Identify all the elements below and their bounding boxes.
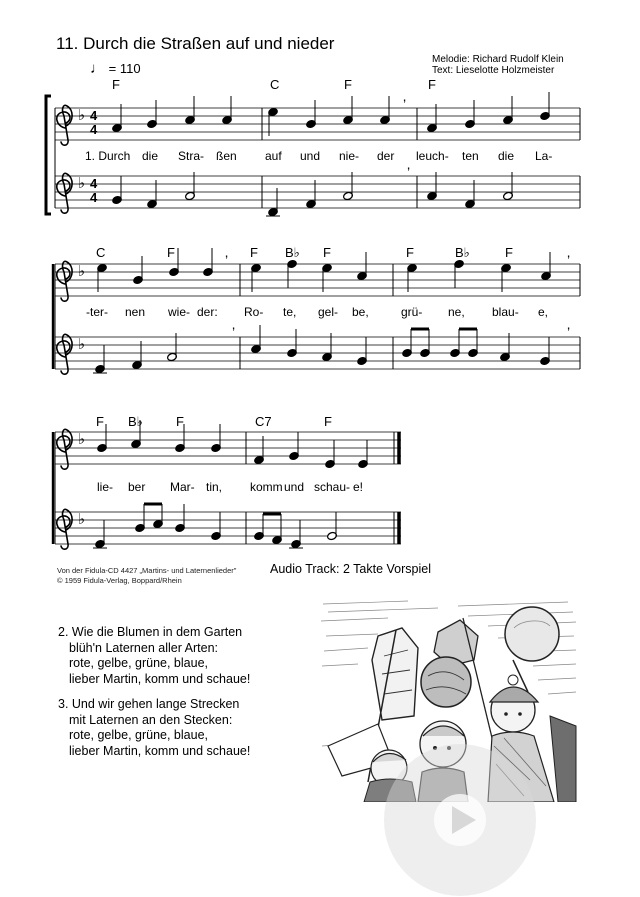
verse-3: [58, 697, 250, 759]
flat-key-icon: ♭: [78, 175, 86, 192]
lyric-syllable: blau-: [492, 305, 519, 319]
quarter-note-icon: ♩: [90, 60, 105, 77]
copyright-note: © 1959 Fidula-Verlag, Boppard/Rhein: [57, 576, 182, 585]
chord-symbol: F: [406, 245, 414, 260]
chord-symbols: [112, 77, 436, 92]
treble-clef-icon: [57, 429, 72, 469]
notes-voice-2: [93, 325, 550, 374]
verse-line: 3. Und wir gehen lange Strecken: [58, 697, 240, 711]
lyrics-line: [86, 305, 548, 319]
chord-symbol: C7: [255, 414, 272, 429]
chord-symbols: [96, 414, 332, 429]
music-system-3: [53, 414, 401, 549]
chord-symbol: F: [96, 414, 104, 429]
breath-mark-icon: ’: [403, 96, 407, 112]
lyric-syllable: der:: [197, 305, 218, 319]
chord-symbol: F: [344, 77, 352, 92]
verse-line: 2. Wie die Blumen in dem Garten: [58, 625, 243, 639]
lyric-syllable: La-: [535, 149, 553, 163]
lyric-syllable: ber: [128, 480, 146, 494]
verse-line: mit Laternen an den Stecken:: [69, 712, 233, 727]
chord-symbol: F: [167, 245, 175, 260]
staff-voice-2: [55, 512, 401, 544]
treble-clef-icon: [57, 261, 72, 301]
flat-key-icon: ♭: [78, 511, 86, 528]
verse-line: rote, gelbe, grüne, blaue,: [69, 728, 208, 742]
breath-mark-icon: ’: [232, 324, 236, 340]
lyric-syllable: und: [300, 149, 321, 163]
music-system-2: [53, 245, 580, 374]
chord-symbol: C: [270, 77, 280, 92]
staff-voice-1: [55, 108, 580, 140]
lyric-syllable: der: [377, 149, 395, 163]
lyrics-line: [85, 149, 552, 163]
svg-text:4: 4: [90, 176, 98, 191]
notes-voice-1: [112, 92, 551, 136]
lyric-syllable: nie-: [339, 149, 360, 163]
breath-mark-icon: ’: [407, 164, 411, 180]
verse-line: lieber Martin, komm und schaue!: [69, 671, 251, 686]
lyric-syllable: die: [498, 149, 515, 163]
lyric-syllable: lie-: [97, 480, 114, 494]
breath-mark-icon: ’: [567, 324, 571, 340]
lyric-syllable: und: [284, 480, 305, 494]
publisher-note: Von der Fidula-CD 4427 „Martins- und Laternenlieder": [57, 566, 237, 575]
flat-key-icon: ♭: [78, 107, 86, 124]
treble-clef-icon: [57, 509, 72, 549]
lyric-syllable: komm: [250, 480, 283, 494]
melody-credit: Melodie: Richard Rudolf Klein: [432, 54, 564, 65]
lyric-syllable: Ro-: [244, 305, 264, 319]
lyric-syllable: -ter-: [86, 305, 108, 319]
chord-symbol: F: [250, 245, 258, 260]
lyric-syllable: e,: [538, 305, 549, 319]
lyric-syllable: ne,: [448, 305, 465, 319]
lyric-syllable: die: [142, 149, 159, 163]
lyric-syllable: ten: [462, 149, 479, 163]
chord-symbol: F: [323, 245, 331, 260]
lyric-syllable: wie-: [168, 305, 191, 319]
lyric-syllable: nen: [125, 305, 146, 319]
chord-symbol: F: [505, 245, 513, 260]
notes-voice-2: [112, 172, 514, 217]
lyric-syllable: 1. Durch: [85, 149, 131, 163]
treble-clef-icon: [57, 334, 72, 374]
svg-text:4: 4: [90, 108, 98, 123]
lyric-syllable: te,: [283, 305, 297, 319]
chord-symbols: [96, 245, 513, 260]
notes-voice-2: [93, 504, 337, 549]
disc-watermark-icon: [380, 740, 540, 897]
chord-symbol: F: [176, 414, 184, 429]
text-credit: Text: Lieselotte Holzmeister: [432, 65, 555, 76]
tempo-value: = 110: [108, 61, 141, 76]
chord-symbol: C: [96, 245, 106, 260]
verse-line: lieber Martin, komm und schaue!: [69, 743, 251, 758]
flat-key-icon: ♭: [78, 263, 86, 280]
chord-symbol: F: [112, 77, 120, 92]
lyric-syllable: ßen: [216, 149, 237, 163]
page-title: 11. Durch die Straßen auf und nieder: [56, 34, 335, 53]
lyrics-line: [97, 480, 363, 494]
lyric-syllable: grü-: [401, 305, 423, 319]
lyric-syllable: tin,: [206, 480, 223, 494]
chord-symbol: B♭: [285, 245, 300, 260]
lyric-syllable: be,: [352, 305, 369, 319]
lyric-syllable: Stra-: [178, 149, 205, 163]
breath-mark-icon: ’: [225, 252, 229, 268]
treble-clef-icon: [57, 173, 72, 213]
breath-mark-icon: ’: [567, 252, 571, 268]
lyric-syllable: gel-: [318, 305, 339, 319]
chord-symbol: F: [428, 77, 436, 92]
flat-key-icon: ♭: [78, 431, 86, 448]
chord-symbol: B♭: [128, 414, 143, 429]
staff-voice-1: [55, 432, 401, 464]
chord-symbol: B♭: [455, 245, 470, 260]
music-system-1: [46, 77, 580, 217]
lyric-syllable: leuch-: [416, 149, 449, 163]
lyric-syllable: e!: [353, 480, 364, 494]
lyric-syllable: Mar-: [170, 480, 195, 494]
flat-key-icon: ♭: [78, 336, 86, 353]
verse-2: [58, 625, 250, 687]
audio-track-note: Audio Track: 2 Takte Vorspiel: [270, 562, 431, 576]
chord-symbol: F: [324, 414, 332, 429]
staff-voice-2: [55, 176, 580, 208]
verse-line: blüh'n Laternen aller Arten:: [69, 640, 219, 655]
svg-text:4: 4: [90, 122, 98, 137]
svg-text:4: 4: [90, 190, 98, 205]
lyric-syllable: auf: [265, 149, 282, 163]
lyric-syllable: schau-: [314, 480, 351, 494]
verse-line: rote, gelbe, grüne, blaue,: [69, 656, 208, 670]
treble-clef-icon: [57, 105, 72, 145]
